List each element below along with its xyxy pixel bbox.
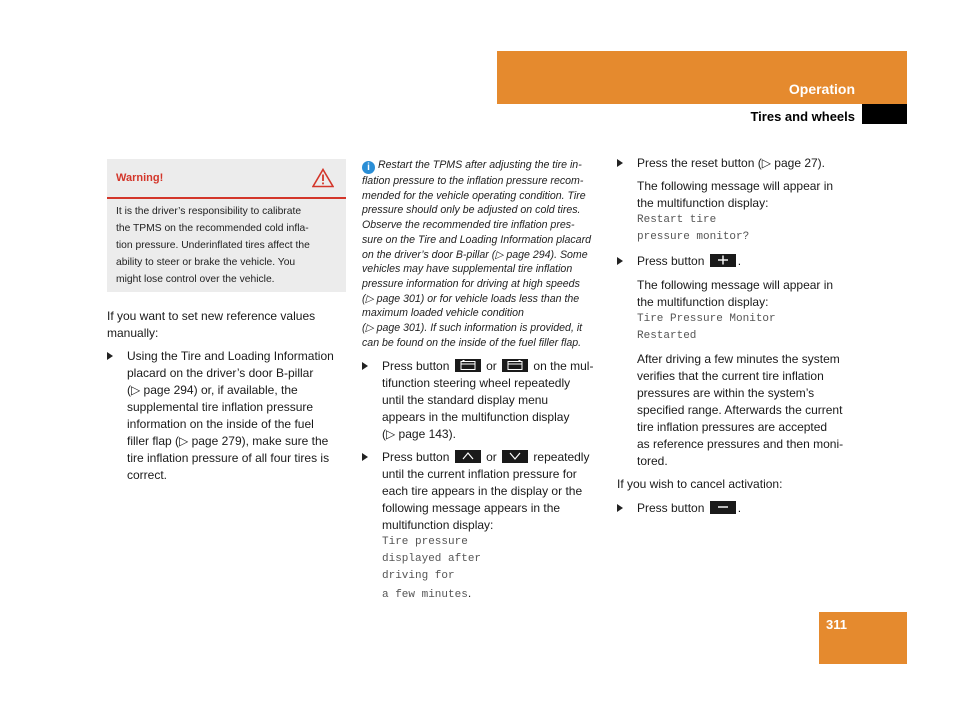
text-line: multifunction display: xyxy=(382,518,494,532)
display-message xyxy=(382,534,607,604)
warning-text xyxy=(116,203,344,288)
info-icon: i xyxy=(362,161,375,174)
warning-header xyxy=(107,159,346,199)
note-line xyxy=(362,158,602,174)
bullet-arrow-icon xyxy=(617,257,623,265)
text-line: until the standard display menu xyxy=(382,393,549,407)
press-label: Press button xyxy=(637,501,705,515)
subsection-title: Tires and wheels xyxy=(750,109,855,124)
text-line: manually: xyxy=(107,326,159,340)
bullet-arrow-icon xyxy=(107,352,113,360)
text-line: verifies that the current tire inflation xyxy=(637,369,824,383)
period: . xyxy=(737,254,742,268)
section-title: Operation xyxy=(788,81,855,97)
or-label: or xyxy=(486,450,497,464)
display-line: Tire Pressure Monitor xyxy=(637,313,776,325)
text-line: tifunction steering wheel repeatedly xyxy=(382,376,571,390)
note-line: pressure information for driving at high speeds xyxy=(362,277,580,290)
text-line: tire inflation pressure of all four tires is xyxy=(127,451,330,465)
warning-line: the TPMS on the recommended cold infla- xyxy=(116,223,309,234)
warning-line: ability to steer or brake the vehicle. You xyxy=(116,257,296,268)
info-note xyxy=(362,158,602,350)
bullet-item xyxy=(107,348,352,488)
text-line: specified range. Afterwards the current xyxy=(637,403,843,417)
note-line: vehicles may have supplemental tire inflation xyxy=(362,263,573,276)
scroll-down-button-icon xyxy=(502,450,528,463)
display-line: Tire pressure xyxy=(382,536,468,548)
cancel-paragraph: If you wish to cancel activation: xyxy=(617,477,783,491)
message-paragraph xyxy=(637,277,862,345)
text-line: until the current inflation pressure for xyxy=(382,467,577,481)
display-line: displayed after xyxy=(382,553,482,565)
text-line: After driving a few minutes the system xyxy=(637,352,840,366)
text-line: tored. xyxy=(637,454,668,468)
bullet-text: Press the reset button (▷ page 27). xyxy=(637,156,825,170)
display-message xyxy=(637,311,862,345)
note-line: sure on the Tire and Loading Information placard xyxy=(362,233,591,246)
intro-paragraph xyxy=(107,308,347,342)
text-line: supplemental tire inflation pressure xyxy=(127,400,314,414)
bullet-text xyxy=(382,449,607,604)
menu-right-button-icon xyxy=(502,359,528,372)
text-line: the multifunction display: xyxy=(637,196,769,210)
display-line: pressure monitor? xyxy=(637,231,750,243)
note-line: Observe the recommended tire inflation pres- xyxy=(362,219,575,232)
warning-line: tion pressure. Underinflated tires affect the xyxy=(116,240,310,251)
bullet-arrow-icon xyxy=(617,159,623,167)
warning-triangle-icon xyxy=(312,168,334,193)
note-line: can be found on the inside of the fuel filler flap. xyxy=(362,336,582,349)
note-text: Restart the TPMS after adjusting the tire in- xyxy=(378,159,582,171)
text-line: correct. xyxy=(127,468,168,482)
bullet-item xyxy=(617,500,862,518)
text-line: Using the Tire and Loading Information xyxy=(127,349,334,363)
text-line: tire inflation pressures are accepted xyxy=(637,420,828,434)
text-line xyxy=(382,449,607,466)
text-line: each tire appears in the display or the xyxy=(382,484,583,498)
press-label: Press button xyxy=(382,450,450,464)
text-line: the multifunction display: xyxy=(637,295,769,309)
menu-left-button-icon xyxy=(455,359,481,372)
plus-button-icon xyxy=(710,254,736,267)
or-label: or xyxy=(486,359,497,373)
explanation-paragraph xyxy=(637,351,867,470)
minus-button-icon xyxy=(710,501,736,514)
text-line: placard on the driver’s door B-pillar xyxy=(127,366,314,380)
display-message xyxy=(637,212,862,246)
warning-line: It is the driver’s responsibility to calibrate xyxy=(116,206,302,217)
text-tail: repeatedly xyxy=(533,450,590,464)
note-line: mended for the vehicle operating condition. Tire xyxy=(362,189,586,202)
bullet-text xyxy=(637,253,741,270)
text-line: as reference pressures and then moni- xyxy=(637,437,844,451)
text-line: pressures are within the system’s xyxy=(637,386,815,400)
note-line: on the driver’s door B-pillar (▷ page 294). Some xyxy=(362,248,588,261)
display-line: Restart tire xyxy=(637,214,717,226)
bullet-item xyxy=(617,155,862,173)
text-line xyxy=(382,358,607,375)
display-text: a few minutes xyxy=(382,589,468,601)
text-line: (▷ page 143). xyxy=(382,427,456,441)
bullet-arrow-icon xyxy=(362,362,368,370)
period: . xyxy=(737,501,742,515)
note-line: pressure should only be adjusted on cold tires. xyxy=(362,204,581,217)
warning-line: might lose control over the vehicle. xyxy=(116,274,275,285)
text-line: filler flap (▷ page 279), make sure the xyxy=(127,434,329,448)
page-number: 311 xyxy=(826,617,847,632)
bullet-text xyxy=(637,500,741,517)
note-line: (▷ page 301). If such information is provided, it xyxy=(362,322,583,335)
bullet-text xyxy=(127,348,334,484)
text-line: If you want to set new reference values xyxy=(107,309,316,323)
warning-title: Warning! xyxy=(116,172,164,184)
display-line: Restarted xyxy=(637,330,697,342)
bullet-text xyxy=(382,358,607,443)
bullet-arrow-icon xyxy=(617,504,623,512)
press-label: Press button xyxy=(637,254,705,268)
note-line: flation pressure to the inflation pressure recom- xyxy=(362,175,584,187)
note-line: (▷ page 301) or for vehicle loads less than the xyxy=(362,292,580,305)
message-paragraph xyxy=(637,178,862,246)
text-line: The following message will appear in xyxy=(637,278,834,292)
text-line: (▷ page 294) or, if available, the xyxy=(127,383,298,397)
bullet-item xyxy=(362,358,607,446)
display-line xyxy=(382,585,607,604)
header-tab-block xyxy=(862,104,907,124)
text-line: appears in the multifunction display xyxy=(382,410,570,424)
warning-box xyxy=(107,159,346,292)
text-line: following message appears in the xyxy=(382,501,561,515)
note-line: maximum loaded vehicle condition xyxy=(362,307,524,320)
period: . xyxy=(467,586,472,600)
text-line: The following message will appear in xyxy=(637,179,834,193)
display-line: driving for xyxy=(382,570,455,582)
bullet-arrow-icon xyxy=(362,453,368,461)
bullet-item xyxy=(362,449,607,604)
text-line: information on the inside of the fuel xyxy=(127,417,314,431)
bullet-item xyxy=(617,253,862,271)
press-label: Press button xyxy=(382,359,450,373)
text-tail: on the mul- xyxy=(533,359,594,373)
scroll-up-button-icon xyxy=(455,450,481,463)
